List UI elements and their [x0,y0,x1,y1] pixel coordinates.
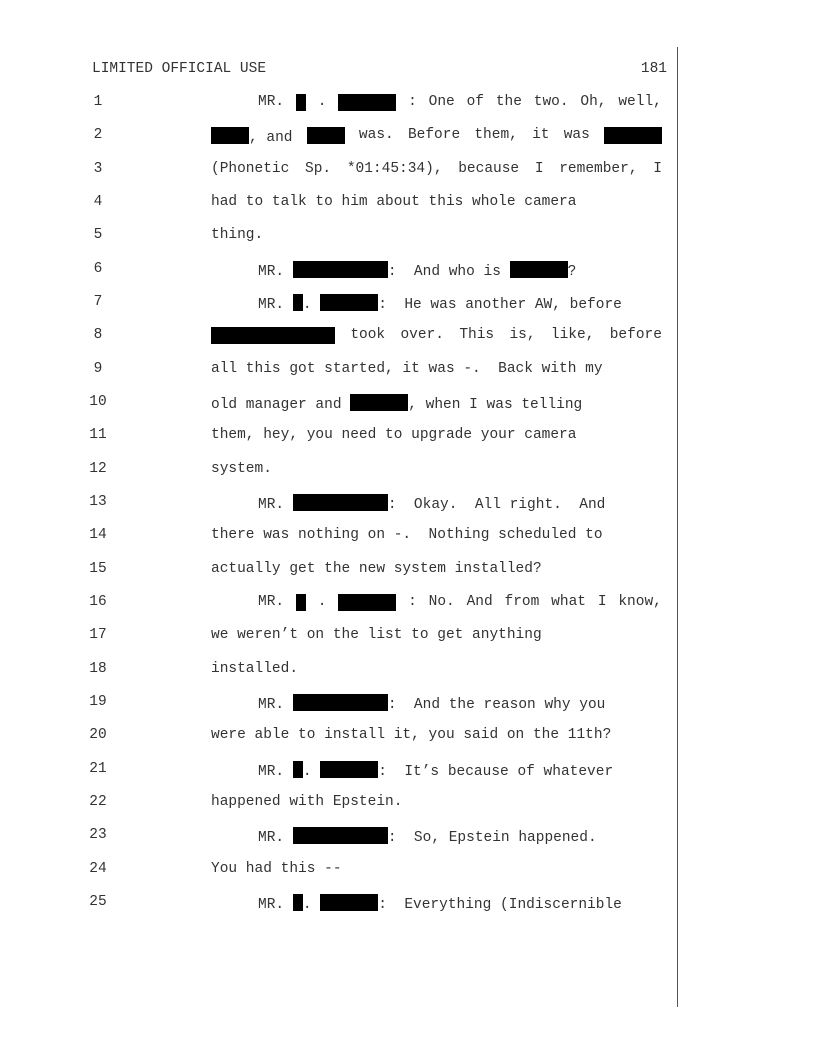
transcript-line [0,661,680,681]
word: because [458,161,520,177]
word: two. [533,94,569,110]
word: it [532,127,550,143]
line-text: actually get the new system installed? [211,561,542,577]
redaction-bar [293,694,388,711]
line-number: 5 [93,227,103,243]
transcript-line [0,527,680,547]
transcript-line [0,327,680,347]
word: Before [407,127,461,143]
redaction-bar [338,94,396,111]
redaction-bar [293,494,388,511]
transcript-line [0,227,680,247]
text-segment: : Everything (Indiscernible [378,897,622,913]
text-segment: : It’s because of whatever [378,764,614,780]
line-number: 18 [89,661,107,677]
line-text: had to talk to him about this whole camera [211,194,577,210]
text-segment: MR. [258,497,293,513]
line-text: we weren’t on the list to get anything [211,627,542,643]
redaction-bar [604,127,662,144]
text-segment: , when I was telling [408,397,583,413]
transcript-line [0,694,680,714]
line-number: 11 [89,427,107,443]
transcript-line [0,861,680,881]
word: over. [400,327,444,343]
line-text [258,827,597,846]
transcript-line [0,727,680,747]
line-text [258,494,605,513]
line-text [258,761,613,780]
word: One [428,94,455,110]
line-number: 2 [93,127,103,143]
word: was [563,127,590,143]
word: before [609,327,662,343]
redaction-bar [293,761,303,778]
redaction-bar [293,261,388,278]
line-text [258,294,622,313]
line-text [258,894,622,913]
line-number: 21 [89,761,107,777]
redaction-bar [293,294,303,311]
line-text: there was nothing on -. Nothing scheduled to [211,527,603,543]
line-text [258,94,662,111]
word: *01:45:34), [346,161,443,177]
text-segment: MR. [258,830,293,846]
word: of [466,94,484,110]
transcript-line [0,461,680,481]
line-text [211,327,662,344]
line-number: 17 [89,627,107,643]
redaction-bar [510,261,568,278]
line-number: 3 [93,161,103,177]
line-text: system. [211,461,272,477]
word: (Phonetic [211,161,290,177]
text-segment: MR. [258,297,293,313]
line-number: 9 [93,361,103,377]
word: And [466,594,493,610]
transcript-line [0,194,680,214]
redaction-bar [320,761,378,778]
line-number: 20 [89,727,107,743]
word: them, [474,127,518,143]
redaction-bar [338,594,396,611]
text-segment: ? [567,264,577,280]
transcript-line [0,94,680,114]
line-text: happened with Epstein. [211,794,403,810]
word: know, [618,594,662,610]
line-number: 24 [89,861,107,877]
line-number: 7 [93,294,103,310]
line-number: 19 [89,694,107,710]
redaction-bar [296,94,306,111]
word: MR. [258,594,285,610]
word: I [534,161,544,177]
word: I [653,161,662,177]
redaction-bar [320,894,378,911]
text-segment: : Okay. All right. And [387,497,606,513]
line-text: were able to install it, you said on the 11th? [211,727,612,743]
classification-label: LIMITED OFFICIAL USE [92,61,267,77]
line-number: 1 [93,94,103,110]
word: Oh, [580,94,607,110]
text-segment: MR. [258,264,293,280]
line-text: them, hey, you need to upgrade your camera [211,427,577,443]
transcript-line [0,594,680,614]
text-segment: : And the reason why you [387,697,606,713]
page-number: 181 [640,61,667,77]
redaction-bar [307,127,345,144]
word: , and [249,130,293,146]
word: was. [358,127,394,143]
line-text [211,394,582,413]
line-text: installed. [211,661,299,677]
line-text: You had this -- [211,861,342,877]
transcript-line [0,427,680,447]
text-segment: . [302,764,321,780]
word: what [551,594,586,610]
line-text: thing. [211,227,264,243]
word: . [317,94,327,110]
transcript-line [0,561,680,581]
transcript-line [0,161,680,181]
text-segment: MR. [258,764,293,780]
redaction-bar [211,127,249,144]
line-text [211,127,662,146]
page-header [92,61,667,81]
transcript-line [0,394,680,414]
line-number: 10 [89,394,107,410]
word: : [408,594,417,610]
redaction-bar [296,594,306,611]
line-number: 25 [89,894,107,910]
text-segment: : So, Epstein happened. [387,830,597,846]
transcript-line [0,494,680,514]
transcript-line [0,894,680,914]
line-number: 14 [89,527,107,543]
line-text [258,694,605,713]
line-number: 23 [89,827,107,843]
text-segment: : And who is [387,264,510,280]
word: : [408,94,417,110]
text-segment: . [302,897,321,913]
text-segment: : He was another AW, before [378,297,622,313]
line-number: 22 [89,794,107,810]
text-segment: . [302,297,321,313]
line-number: 15 [89,561,107,577]
word: the [495,94,522,110]
line-number: 8 [93,327,103,343]
line-number: 16 [89,594,107,610]
word: is, [509,327,536,343]
word: MR. [258,94,285,110]
word: This [459,327,495,343]
word-group [211,127,293,146]
redaction-bar [211,327,335,344]
line-number: 12 [89,461,107,477]
line-text: all this got started, it was -. Back with my [211,361,603,377]
transcript-line [0,294,680,314]
transcript-line [0,827,680,847]
line-number: 4 [93,194,103,210]
transcript-line [0,761,680,781]
line-text [258,594,662,611]
transcript-line [0,127,680,147]
transcript-line [0,261,680,281]
word: from [504,594,540,610]
line-number: 6 [93,261,103,277]
line-text [211,161,662,177]
text-segment: MR. [258,897,293,913]
text-segment: MR. [258,697,293,713]
word: Sp. [305,161,332,177]
redaction-bar [320,294,378,311]
redaction-bar [293,827,388,844]
redaction-bar [293,894,303,911]
word: like, [550,327,595,343]
word: No. [428,594,455,610]
transcript-line [0,361,680,381]
word: remember, [559,161,638,177]
transcript-line [0,794,680,814]
line-text [258,261,576,280]
word: I [597,594,607,610]
text-segment: old manager and [211,397,351,413]
word: well, [618,94,662,110]
transcript-line [0,627,680,647]
word: . [317,594,327,610]
line-number: 13 [89,494,107,510]
redaction-bar [350,394,408,411]
word: took [350,327,386,343]
